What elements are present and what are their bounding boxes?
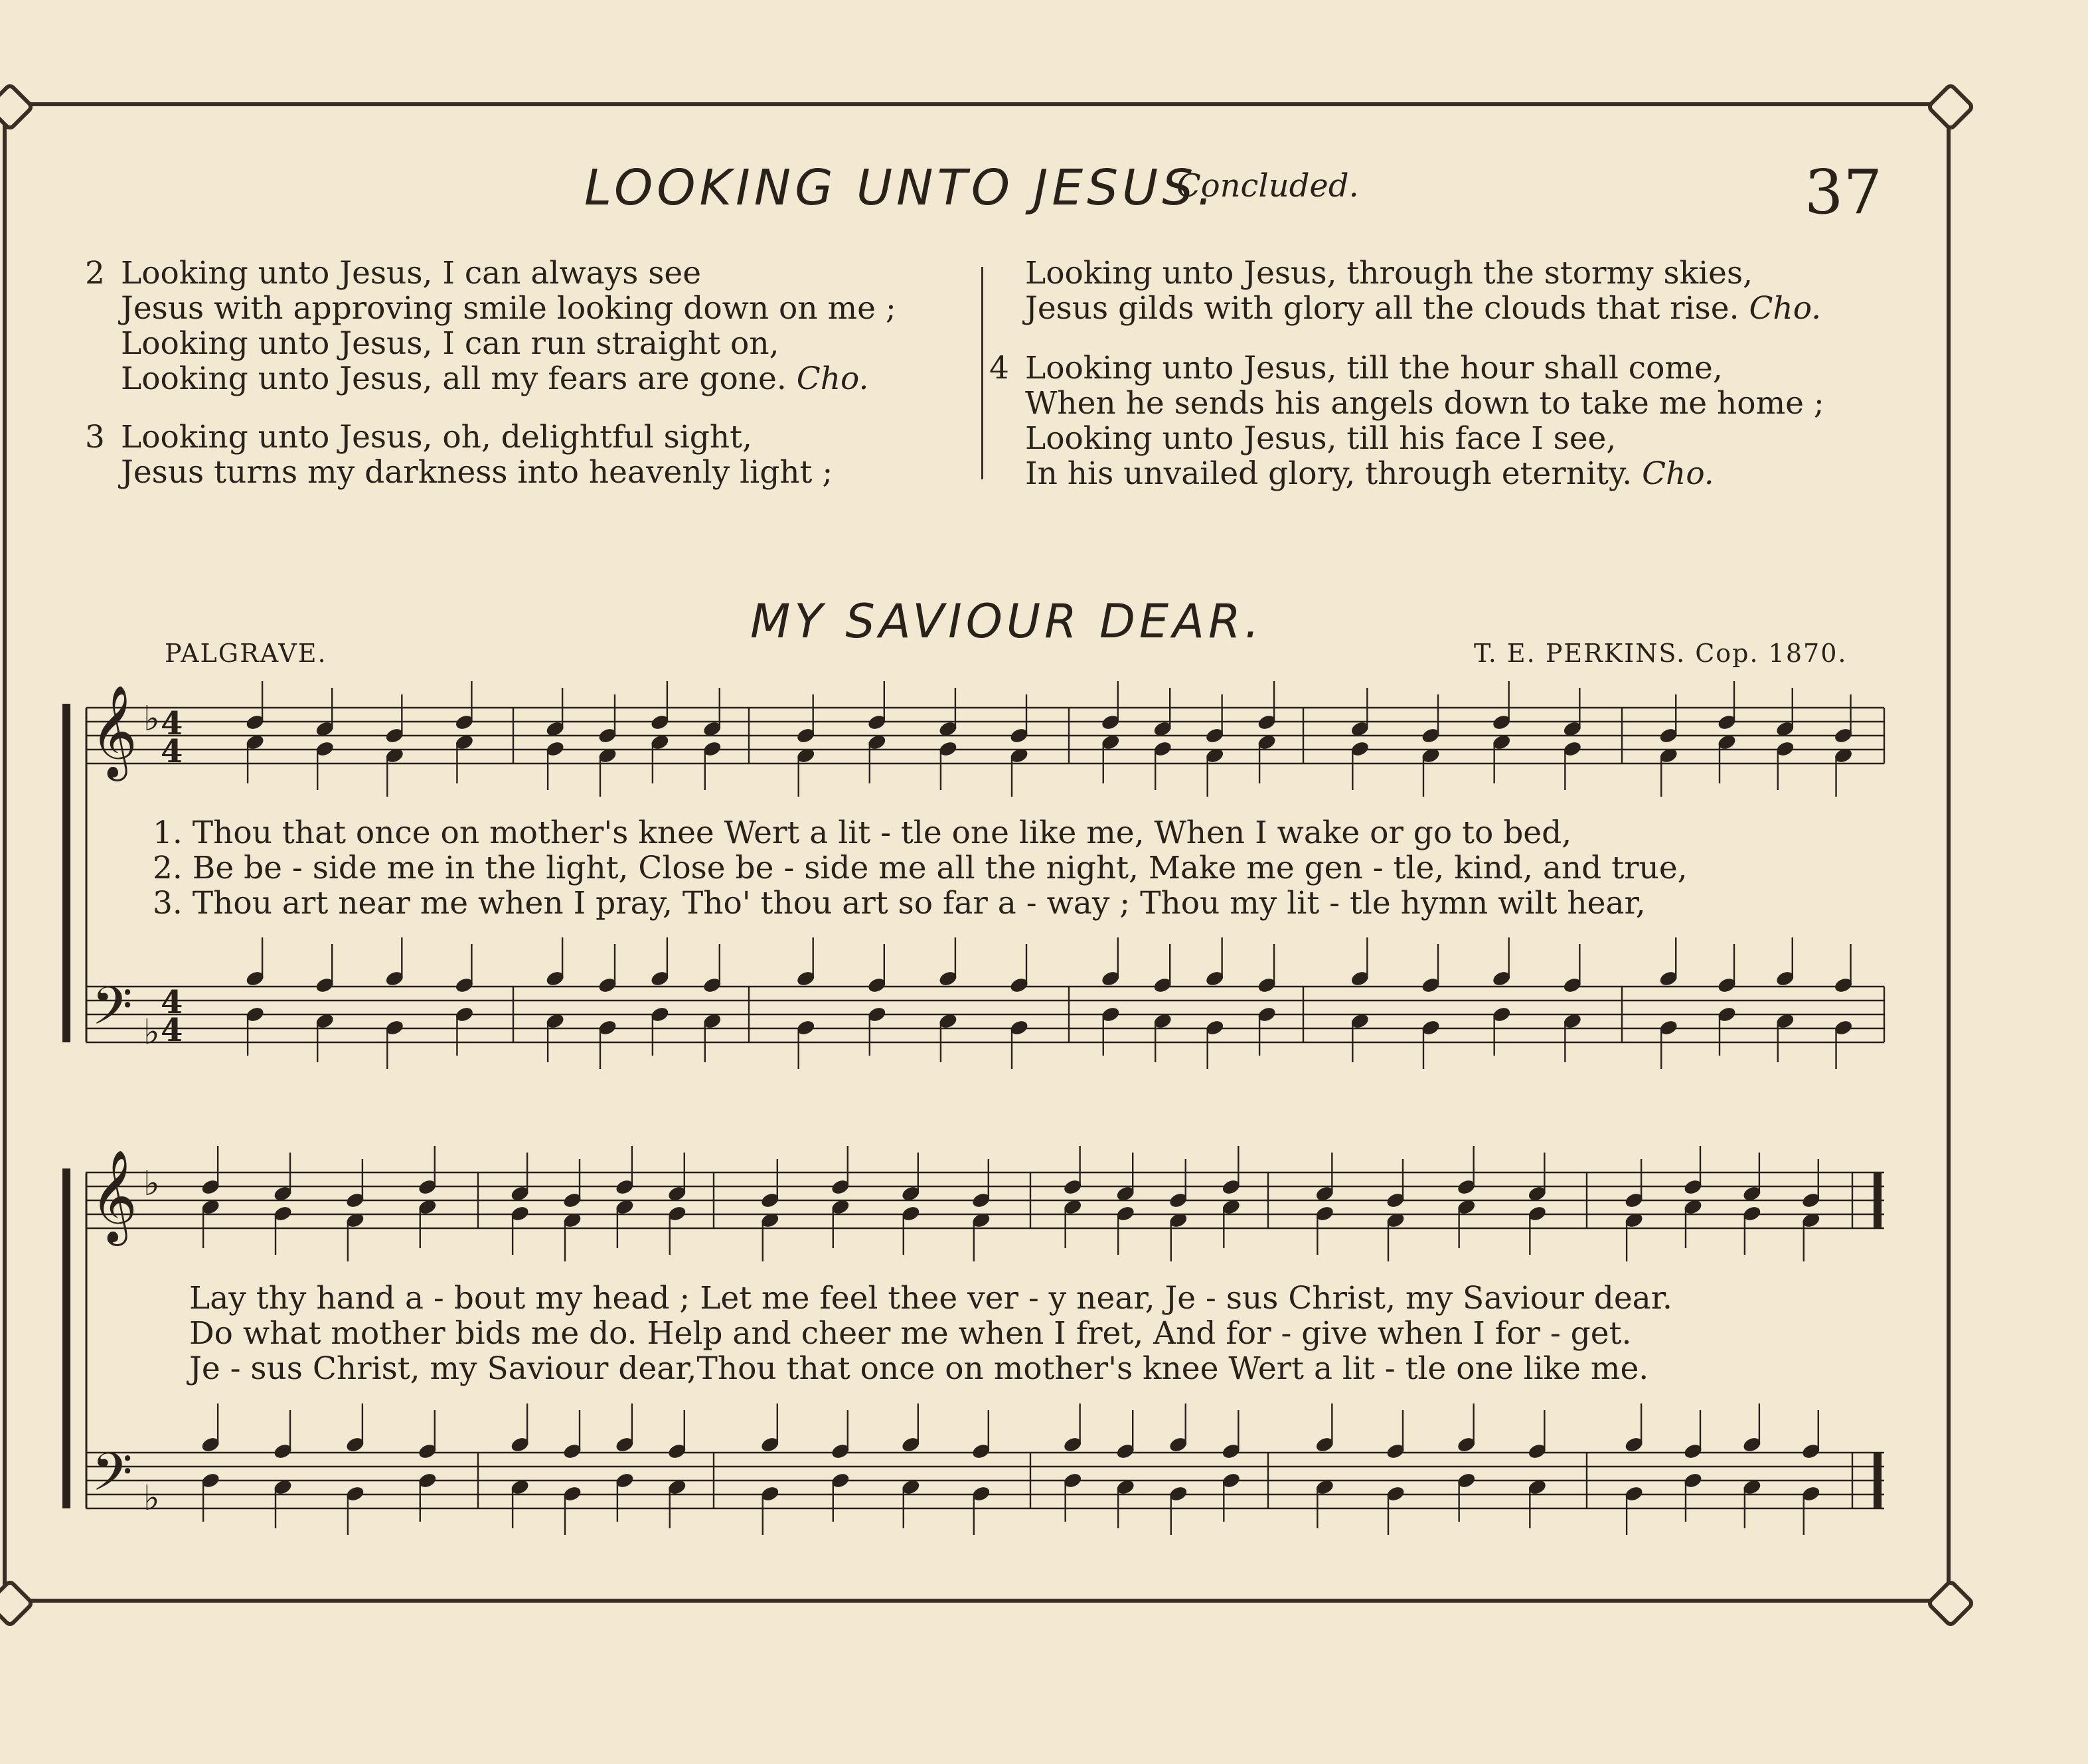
stanza-line: Looking unto Jesus, I can always see [121,255,702,291]
lyric-verse-2: 2. Be be - side me in the light, Close be - side me all the night, Make me gen - tle, kind, and true, [153,850,1688,886]
lyric-verse-2: Do what mother bids me do. Help and cheer me when I fret, And for - give when I for - get. [189,1315,1632,1352]
time-signature-digit: 4 [161,705,183,742]
lyric-verse-3: 3. Thou art near me when I pray, Tho' thou art so far a - way ; Thou my lit - tle hymn wilt hear, [153,885,1646,922]
chorus-mark: Cho. [1749,290,1822,327]
hymn2-title: MY SAVIOUR DEAR. [750,594,1263,649]
stanza-line: Looking unto Jesus, through the stormy skies, [1025,255,1753,291]
time-signature-digit: 4 [161,733,183,770]
final-barline [1874,1453,1882,1508]
lyric-verse-1: 1. Thou that once on mother's knee Wert a lit - tle one like me, When I wake or go to bed, [153,815,1572,851]
page-number: 37 [1804,157,1882,228]
key-signature-flat-icon: ♭ [143,1012,160,1052]
stanza-line: Looking unto Jesus, all my fears are gone. [121,361,787,397]
key-signature-flat-icon: ♭ [143,699,160,739]
stanza-number: 4 [989,350,1009,386]
stanza-line: Jesus with approving smile looking down on me ; [121,290,896,327]
stanza-line: Looking unto Jesus, till his face I see, [1025,420,1617,457]
bass-clef-icon: 𝄢 [92,1441,133,1516]
system-2-brace-bar [62,1168,70,1508]
key-signature-flat-icon: ♭ [143,1164,160,1204]
system-1-brace-bar [62,704,70,1042]
treble-clef-icon: 𝄞 [90,685,137,777]
chorus-mark: Cho. [796,361,869,397]
stanza-line: Looking unto Jesus, I can run straight on, [121,325,779,362]
stanza-number: 2 [85,255,105,291]
lyric-verse-3: Je - sus Christ, my Saviour dear,Thou that once on mother's knee Wert a lit - tle one like me. [189,1350,1649,1387]
stanza-line: Looking unto Jesus, oh, delightful sight, [121,419,752,455]
hymn1-title: LOOKING UNTO JESUS. [584,159,1217,216]
stanza-line: Looking unto Jesus, till the hour shall come, [1025,350,1723,386]
bass-clef-icon: 𝄢 [92,975,133,1050]
time-signature-digit: 4 [161,1012,183,1049]
chorus-mark: Cho. [1642,455,1714,492]
treble-clef-icon: 𝄞 [90,1150,137,1242]
stanza-number: 3 [85,419,105,455]
composer-credit: T. E. PERKINS. Cop. 1870. [1474,639,1848,668]
time-signature-digit: 4 [161,984,183,1021]
stanza-line: Jesus turns my darkness into heavenly light ; [121,454,833,491]
final-barline [1874,1172,1882,1228]
key-signature-flat-icon: ♭ [143,1479,160,1518]
lyric-verse-1: Lay thy hand a - bout my head ; Let me feel thee ver - y near, Je - sus Christ, my Saviour dear. [189,1280,1672,1317]
hymn1-subtitle: Concluded. [1176,167,1359,204]
stanza-line: When he sends his angels down to take me home ; [1025,385,1824,422]
tune-name: PALGRAVE. [165,639,327,668]
stanza-line: Jesus gilds with glory all the clouds that rise. [1025,290,1739,327]
stanza-line: In his unvailed glory, through eternity. [1025,455,1633,492]
